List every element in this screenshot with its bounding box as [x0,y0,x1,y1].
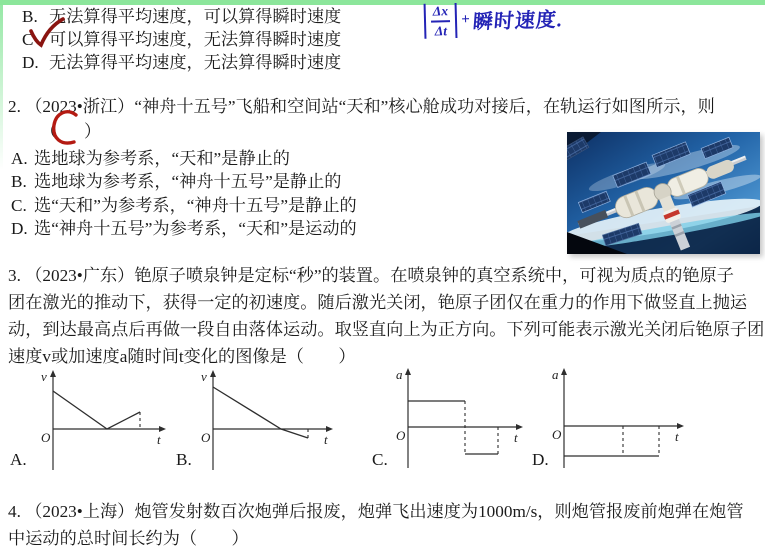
q2-option-c-text: 选“天和”为参考系，“神舟十五号”是静止的 [34,196,357,215]
svg-text:v: v [201,369,207,384]
q2-paren-close: ） [84,122,102,141]
q2-option-b [11,172,341,191]
q2-stem: 2. （2023•浙江）“神舟十五号”飞船和空间站“天和”核心舱成功对接后，在轨运行如图所示，则 [8,97,715,116]
graph-d-label: D. [532,450,549,469]
graph-b-label: B. [176,450,192,469]
svg-text:t: t [324,432,328,447]
q2-option-b-text: 选地球为参考系，“神舟十五号”是静止的 [34,172,342,191]
svg-text:O: O [41,430,51,445]
fraction-denominator: Δt [434,22,448,39]
graph-c-label: C. [372,450,388,469]
q1-option-d-text: 无法算得平均速度，无法算得瞬时速度 [49,53,342,72]
graph-d-at [537,362,687,472]
graph-a-vt [26,362,176,472]
q2-option-c-letter: C. [11,196,27,215]
q1-option-b-text: 无法算得平均速度，可以算得瞬时速度 [49,7,342,26]
graph-b-vt [186,362,336,472]
q1-option-d [22,53,341,72]
handwritten-connector: + [461,11,470,28]
q4-stem-line-1: 4. （2023•上海）炮管发射数百次炮弹后报废，炮弹飞出速度为1000m/s，则炮管报废前炮弹在炮管 [8,502,744,521]
q2-option-a-text: 选地球为参考系，“天和”是静止的 [34,149,290,168]
svg-text:t: t [157,432,161,447]
q2-option-d-text: 选“神舟十五号”为参考系，“天和”是运动的 [34,219,357,238]
svg-text:a: a [396,367,403,382]
svg-text:O: O [552,427,562,442]
capture-green-top-edge [0,0,765,5]
svg-text:v: v [41,369,47,384]
capture-green-left-edge [0,5,3,170]
svg-text:O: O [201,430,211,445]
q4-stem-line-2: 中运动的总时间长约为（ ） [8,529,249,546]
q1-option-d-letter: D. [22,53,39,72]
q2-option-d-letter: D. [11,219,28,238]
q3-stem-line-3: 动，到达最高点后再做一段自由落体运动。取竖直向上为正方向。下列可能表示激光关闭后铯原子团 [8,320,765,339]
svg-text:a: a [552,367,559,382]
handwritten-text: 瞬时速度. [471,9,564,34]
q2-option-a [11,149,290,168]
q1-option-c-letter: C [22,30,34,49]
q3-stem-line-1: 3. （2023•广东）铯原子喷泉钟是定标“秒”的装置。在喷泉钟的真空系统中，可视为质点的铯原子 [8,266,734,285]
q2-paren-open: （ [40,122,58,141]
q1-option-b [22,7,341,26]
q3-stem-line-2: 团在激光的推动下，获得一定的初速度。随后激光关闭，铯原子团仅在重力的作用下做竖直上抛运 [8,293,748,312]
graph-a-label: A. [10,450,27,469]
handwritten-answer-c [50,108,80,148]
q2-option-d [11,219,357,238]
checkmark-icon [28,16,66,50]
q2-option-a-letter: A. [11,149,28,168]
q3-stem-line-4: 速度v或加速度a随时间t变化的图像是（ ） [8,347,356,366]
q1-option-b-letter: B. [22,7,38,26]
svg-text:O: O [396,428,406,443]
fraction-numerator: Δx [431,3,451,22]
svg-text:t: t [675,429,679,444]
space-station-image [567,132,760,254]
handwritten-note [424,0,564,39]
graph-c-at [381,362,531,472]
q1-option-c-text: 可以算得平均速度，无法算得瞬时速度 [49,30,342,49]
handwritten-fraction [424,3,458,39]
q2-option-b-letter: B. [11,172,27,191]
q2-option-c [11,196,357,215]
q1-option-c [22,30,341,49]
svg-text:t: t [514,430,518,445]
